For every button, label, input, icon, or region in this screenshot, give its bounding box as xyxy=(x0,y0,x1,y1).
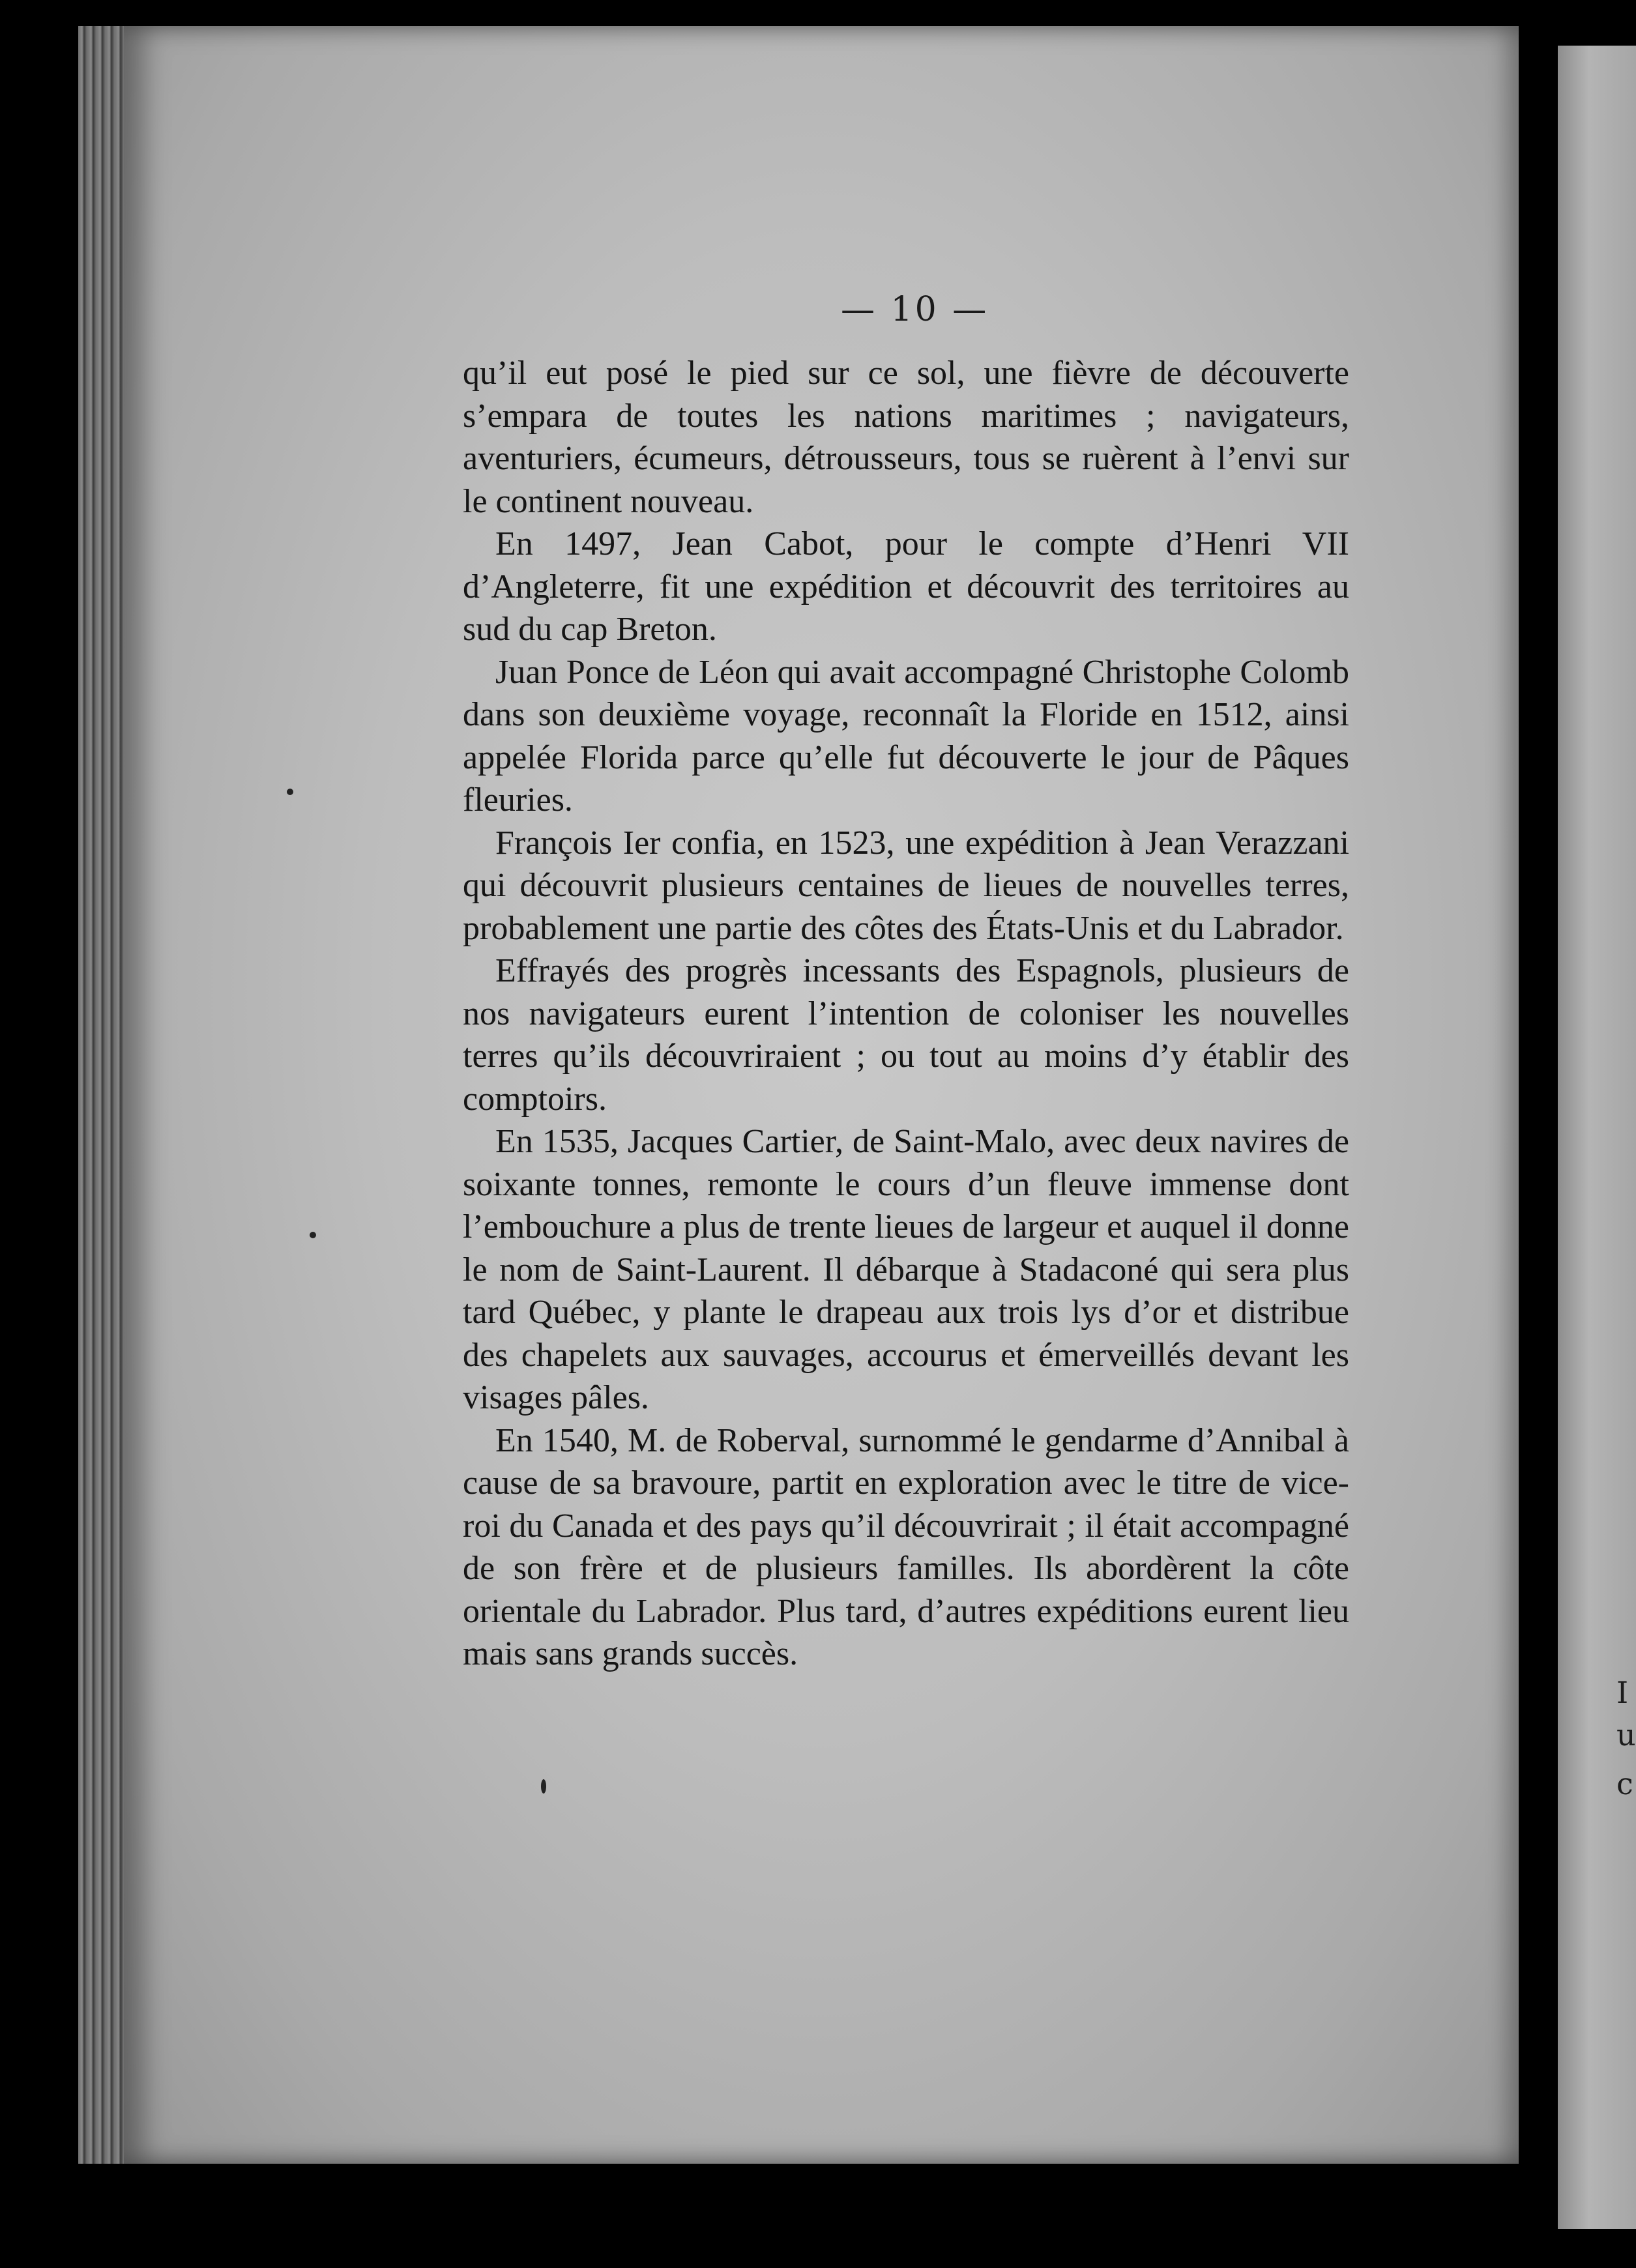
paragraph: Effrayés des progrès incessants des Espagnols, plusieurs de nos navigateurs eurent l’intention de coloniser les nouvelles terres qu’ils découvriraient ; ou tout au moins d’y établir des comptoirs. xyxy=(463,952,1349,1118)
page-number: — 10 — xyxy=(841,290,989,329)
paragraph: En 1535, Jacques Cartier, de Saint-Malo, avec deux navires de soixante tonnes, remonte le cours d’un fleuve immense dont l’embouchure a plus de trente lieues de largeur et auquel il donne le nom de Saint-Laurent. Il débarque à Stadaconé qui sera plus tard Québec, y plante le drapeau aux trois lys d’or et distribue des chapelets aux sauvages, accourus et émerveillés devant les visages pâles. xyxy=(463,1123,1349,1416)
paragraph: Juan Ponce de Léon qui avait accompagné Christophe Colomb dans son deuxième voyage, reconnaît la Floride en 1512, ainsi appelée Florida parce qu’elle fut découverte le jour de Pâques fleuries. xyxy=(463,653,1349,819)
facing-page-fragment: I xyxy=(1616,1675,1629,1710)
ink-speck xyxy=(541,1779,546,1794)
facing-page-fragment: c xyxy=(1616,1766,1633,1801)
paragraph: En 1497, Jean Cabot, pour le compte d’Henri VII d’Angleterre, fit une expédition et découvrit des territoires au sud du cap Breton. xyxy=(463,525,1349,648)
ink-speck xyxy=(287,789,293,795)
paragraph: qu’il eut posé le pied sur ce sol, une fièvre de découverte s’empara de toutes les nations maritimes ; navigateurs, aventuriers, écumeurs, détrousseurs, tous se ruèrent à l’envi sur le continent nouveau. xyxy=(463,355,1349,520)
facing-page-edge xyxy=(1558,46,1636,2229)
paragraph: François Ier confia, en 1523, une expédition à Jean Verazzani qui découvrit plusieurs centaines de lieues de nouvelles terres, probablement une partie des côtes des États-Unis et du Labrador. xyxy=(463,824,1349,947)
paragraph: En 1540, M. de Roberval, surnommé le gendarme d’Annibal à cause de sa bravoure, partit en exploration avec le titre de vice-roi du Canada et des pays qu’il découvrirait ; il était accompagné de son frère et de plusieurs familles. Ils abordèrent la côte orientale du Labrador. Plus tard, d’autres expéditions eurent lieu mais sans grands succès. xyxy=(463,1421,1349,1672)
ink-speck xyxy=(310,1232,316,1238)
body-text xyxy=(463,352,1349,1676)
facing-page-fragment: u xyxy=(1616,1717,1636,1752)
